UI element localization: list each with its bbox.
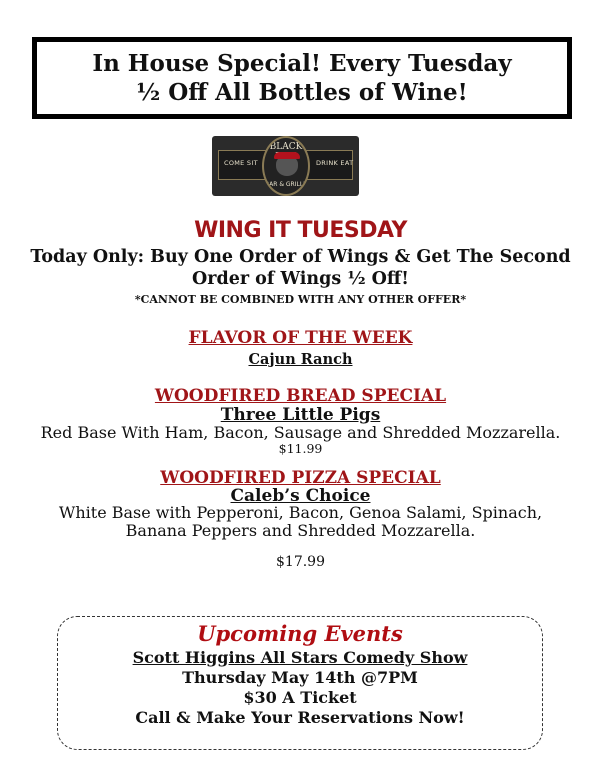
banner-line-1: In House Special! Every Tuesday bbox=[92, 50, 512, 77]
banner-line-2: ½ Off All Bottles of Wine! bbox=[136, 79, 468, 106]
special-banner bbox=[32, 37, 572, 119]
wing-line-2: Order of Wings ½ Off! bbox=[192, 269, 409, 289]
events-cta: Call & Make Your Reservations Now! bbox=[135, 708, 465, 727]
events-price: $30 A Ticket bbox=[243, 688, 357, 707]
hat-icon bbox=[274, 152, 300, 159]
wing-note: *CANNOT BE COMBINED WITH ANY OTHER OFFER* bbox=[134, 293, 467, 306]
events-heading: Upcoming Events bbox=[197, 621, 403, 646]
flavor-name: Cajun Ranch bbox=[248, 351, 353, 368]
black-dog-logo bbox=[212, 136, 359, 196]
logo-emblem bbox=[262, 136, 310, 196]
wing-title: WING IT TUESDAY bbox=[194, 218, 407, 243]
events-date: Thursday May 14th @7PM bbox=[182, 668, 418, 687]
bread-description: Red Base With Ham, Bacon, Sausage and Shredded Mozzarella. bbox=[40, 423, 561, 442]
wing-line-1: Today Only: Buy One Order of Wings & Get The Second bbox=[30, 247, 571, 267]
pizza-heading: WOODFIRED PIZZA SPECIAL bbox=[160, 468, 441, 488]
logo-sub-name: BAR & GRILLE bbox=[265, 181, 307, 188]
pizza-name: Caleb’s Choice bbox=[230, 486, 371, 506]
logo-left-text: COME SIT bbox=[224, 159, 258, 167]
bread-heading: WOODFIRED BREAD SPECIAL bbox=[154, 386, 447, 406]
pizza-description-1: White Base with Pepperoni, Bacon, Genoa Salami, Spinach, bbox=[58, 503, 543, 522]
logo-brand-name: BLACK bbox=[269, 142, 303, 152]
upcoming-events-box bbox=[57, 616, 543, 750]
flavor-heading: FLAVOR OF THE WEEK bbox=[188, 328, 413, 348]
dog-icon bbox=[276, 156, 298, 176]
logo-right-text: DRINK EAT bbox=[316, 159, 354, 167]
events-show: Scott Higgins All Stars Comedy Show bbox=[132, 648, 468, 667]
pizza-description-2: Banana Peppers and Shredded Mozzarella. bbox=[125, 521, 476, 540]
bread-name: Three Little Pigs bbox=[220, 405, 381, 425]
pizza-price: $17.99 bbox=[276, 554, 325, 570]
bread-price: $11.99 bbox=[278, 441, 323, 456]
